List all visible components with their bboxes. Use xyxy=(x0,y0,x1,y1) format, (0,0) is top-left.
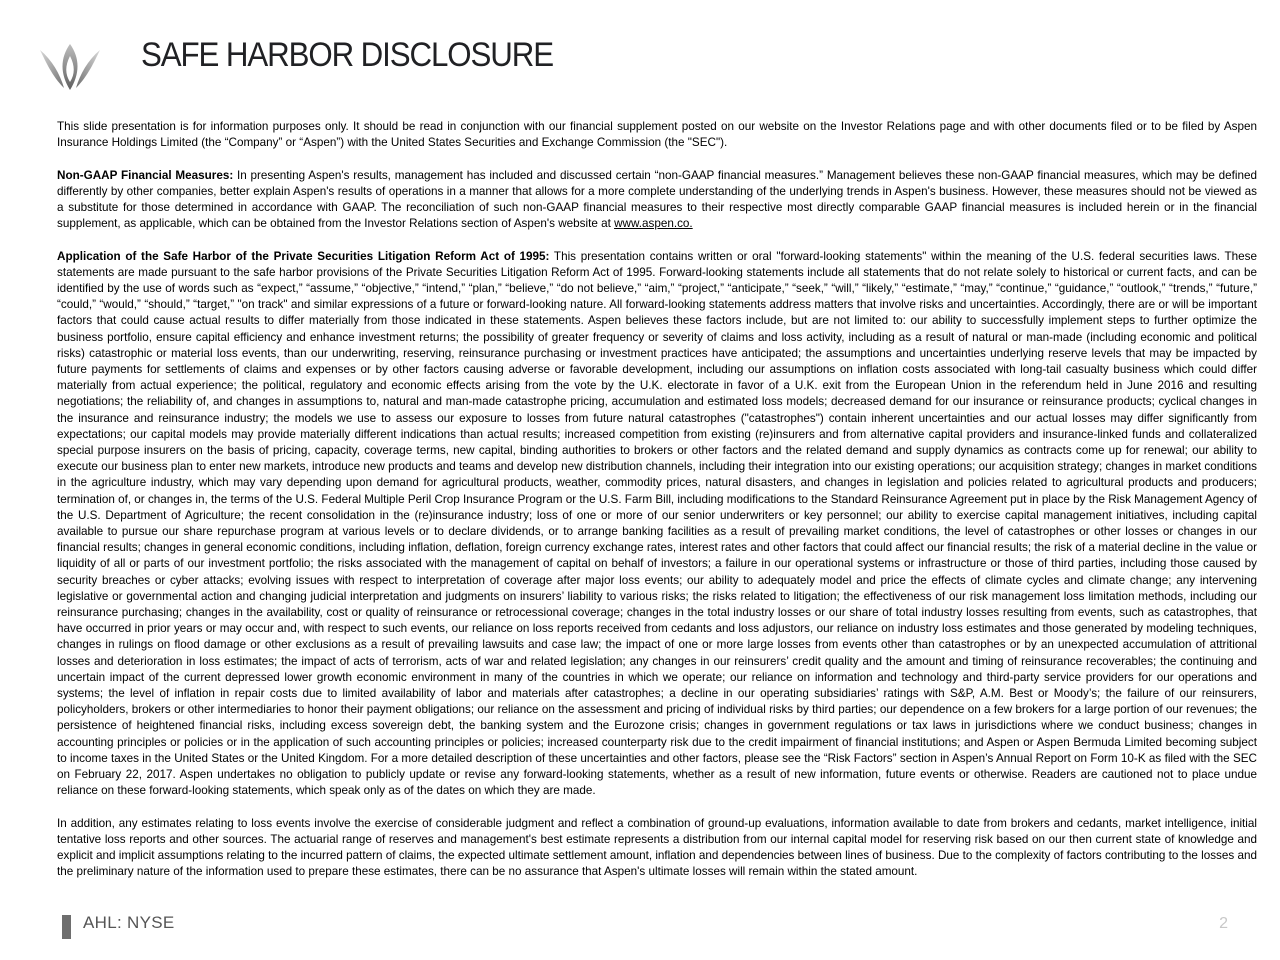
estimates-text: In addition, any estimates relating to loss events involve the exercise of considerable judgment and reflect a combination of ground-up evaluations, information available to date from brokers and cedants, market intelligence, initial tentative loss reports and other sources. The actuarial range of reserves and management's best estimate represents a distribution from our internal capital model for reserving risk based on our then current state of knowledge and explicit and implicit assumptions relating to the incurred pattern of claims, the expected ultimate settlement amount, inflation and dependencies between lines of business. Due to the complexity of factors contributing to the losses and the preliminary nature of the information used to prepare these estimates, there can be no assurance that Aspen's ultimate losses will remain within the stated amount. xyxy=(57,816,1257,879)
intro-text: This slide presentation is for information purposes only. It should be read in conjunction with our financial supplement posted on our website on the Investor Relations page and with other documents filed or to be filed by Aspen Insurance Holdings Limited (the “Company” or “Aspen”) with the United States Securities and Exchange Commission (the "SEC"). xyxy=(57,120,1257,150)
non-gaap-heading: Non-GAAP Financial Measures: xyxy=(57,168,234,182)
non-gaap-paragraph xyxy=(57,168,1257,233)
safe-harbor-paragraph xyxy=(57,249,1257,800)
ticker-label: AHL: NYSE xyxy=(83,913,175,932)
website-link[interactable]: www.aspen.co. xyxy=(614,217,693,231)
safe-harbor-text: This presentation contains written or oral "forward-looking statements" within the meaning of the U.S. federal securities laws. These statements are made pursuant to the safe harbor provisions of the Private Securities Litigation Reform Act of 1995. Forward-looking statements include all statements that do not relate solely to historical or current facts, and can be identified by the use of words such as “expect,” “assume,” “objective,” “intend,” “plan,” “believe,” “do not believe,” “aim,” “project,” “anticipate,” “seek,” “will,” “likely,” “estimate,” “may,” “continue,” “guidance,” “outlook,” “trends,” “future,” “could,” “would,” “should,” “target,” "on track" and similar expressions of a future or forward-looking nature. All forward-looking statements address matters that involve risks and uncertainties. Accordingly, there are or will be important factors that could cause actual results to differ materially from those indicated in these statements. Aspen believes these factors include, but are not limited to: our ability to successfully implement steps to further optimize the business portfolio, ensure capital efficiency and enhance investment returns; the possibility of greater frequency or severity of claims and loss activity, including as a result of natural or man-made (including economic and political risks) catastrophic or material loss events, than our underwriting, reserving, reinsurance purchasing or investment practices have anticipated; the assumptions and uncertainties underlying reserve levels that may be impacted by future payments for settlements of claims and expenses or by other factors causing adverse or favorable development, including our assumptions on inflation costs associated with long-tail casualty business which could differ materially from actual experience; the political, regulatory and economic effects arising from the vote by the U.K. electorate in favor of a U.K. exit from the European Union in the referendum held in June 2016 and resulting negotiations; the reliability of, and changes in assumptions to, natural and man-made catastrophe pricing, accumulation and estimated loss models; decreased demand for our insurance or reinsurance products; cyclical changes in the insurance and reinsurance industry; the models we use to assess our exposure to losses from future natural catastrophes ("catastrophes") contain inherent uncertainties and our actual losses may differ significantly from expectations; our capital models may provide materially different indications than actual results; increased competition from existing (re)insurers and from alternative capital providers and insurance-linked funds and collateralized special purpose insurers on the basis of pricing, capacity, coverage terms, new capital, binding authorities to brokers or other factors and the related demand and supply dynamics as contracts come up for renewal; our ability to execute our business plan to enter new markets, introduce new products and teams and develop new distribution channels, including their integration into our existing operations; our acquisition strategy; changes in market conditions in the agriculture industry, which may vary depending upon demand for agricultural products, weather, commodity prices, natural disasters, and changes in legislation and policies related to agricultural products and producers; termination of, or changes in, the terms of the U.S. Federal Multiple Peril Crop Insurance Program or the U.S. Farm Bill, including modifications to the Standard Reinsurance Agreement put in place by the Risk Management Agency of the U.S. Department of Agriculture; the recent consolidation in the (re)insurance industry; loss of one or more of our senior underwriters or key personnel; our ability to exercise capital management initiatives, including capital available to pursue our share repurchase program at various levels or to declare dividends, or to arrange banking facilities as a result of prevailing market conditions, the level of catastrophes or other losses or changes in our financial results; changes in general economic conditions, including inflation, deflation, foreign currency exchange rates, interest rates and other factors that could affect our financial results; the risk of a material decline in the value or liquidity of all or parts of our investment portfolio; the risks associated with the management of capital on behalf of investors; a failure in our operational systems or infrastructure or those of third parties, including those caused by security breaches or cyber attacks; evolving issues with respect to interpretation of coverage after major loss events; our ability to adequately model and price the effects of climate cycles and climate change; any intervening legislative or governmental action and changing judicial interpretation and judgments on insurers’ liability to various risks; the risks related to litigation; the effectiveness of our risk management loss limitation methods, including our reinsurance purchasing; changes in the availability, cost or quality of reinsurance or retrocessional coverage; changes in the total industry losses or our share of total industry losses resulting from events, such as catastrophes, that have occurred in prior years or may occur and, with respect to such events, our reliance on loss reports received from cedants and loss adjustors, our reliance on industry loss estimates and those generated by modeling techniques, changes in rulings on flood damage or other exclusions as a result of prevailing lawsuits and case law; the impact of one or more large losses from events other than catastrophes or by an unexpected accumulation of attritional losses and deterioration in loss estimates; the impact of acts of terrorism, acts of war and related legislation; any changes in our reinsurers’ credit quality and the amount and timing of reinsurance recoverables; the continuing and uncertain impact of the current depressed lower growth economic environment in many of the countries in which we operate; our reliance on information and technology and third-party service providers for our operations and systems; the level of inflation in repair costs due to limited availability of labor and materials after catastrophes; a decline in our operating subsidiaries’ ratings with S&P, A.M. Best or Moody’s; the failure of our reinsurers, policyholders, brokers or other intermediaries to honor their payment obligations; our reliance on the assessment and pricing of individual risks by third parties; our dependence on a few brokers for a large portion of our revenues; the persistence of heightened financial risks, including excess sovereign debt, the banking system and the Eurozone crisis; changes in government regulations or tax laws in jurisdictions where we conduct business; changes in accounting principles or policies or in the application of such accounting principles or policies; increased counterparty risk due to the credit impairment of financial institutions; and Aspen or Aspen Bermuda Limited becoming subject to income taxes in the United States or the United Kingdom. For a more detailed description of these uncertainties and other factors, please see the “Risk Factors” section in Aspen’s Annual Report on Form 10-K as filed with the SEC on February 22, 2017. Aspen undertakes no obligation to publicly update or revise any forward-looking statements, whether as a result of new information, future events or otherwise. Readers are cautioned not to place undue reliance on these forward-looking statements, which speak only as of the dates on which they are made. xyxy=(57,249,1258,798)
page-number: 2 xyxy=(1219,915,1228,932)
non-gaap-text: In presenting Aspen's results, management has included and discussed certain “non-GAAP financial measures.” Management believes these non-GAAP financial measures, which may be defined differently by other companies, better explain Aspen's results of operations in a manner that allows for a more complete understanding of the underlying trends in Aspen's business. However, these measures should not be viewed as a substitute for those determined in accordance with GAAP. The reconciliation of such non-GAAP financial measures to their respective most directly comparable GAAP financial measures is included herein or in the financial supplement, as applicable, which can be obtained from the Investor Relations section of Aspen's website at xyxy=(57,168,1257,231)
intro-paragraph xyxy=(57,119,1257,151)
page-title: SAFE HARBOR DISCLOSURE xyxy=(141,36,553,74)
aspen-leaf-logo-icon xyxy=(38,40,102,92)
safe-harbor-heading: Application of the Safe Harbor of the Private Securities Litigation Reform Act of 1995: xyxy=(57,249,550,263)
footer-accent-bar xyxy=(62,915,71,939)
estimates-paragraph xyxy=(57,816,1257,881)
disclosure-body xyxy=(57,119,1257,897)
